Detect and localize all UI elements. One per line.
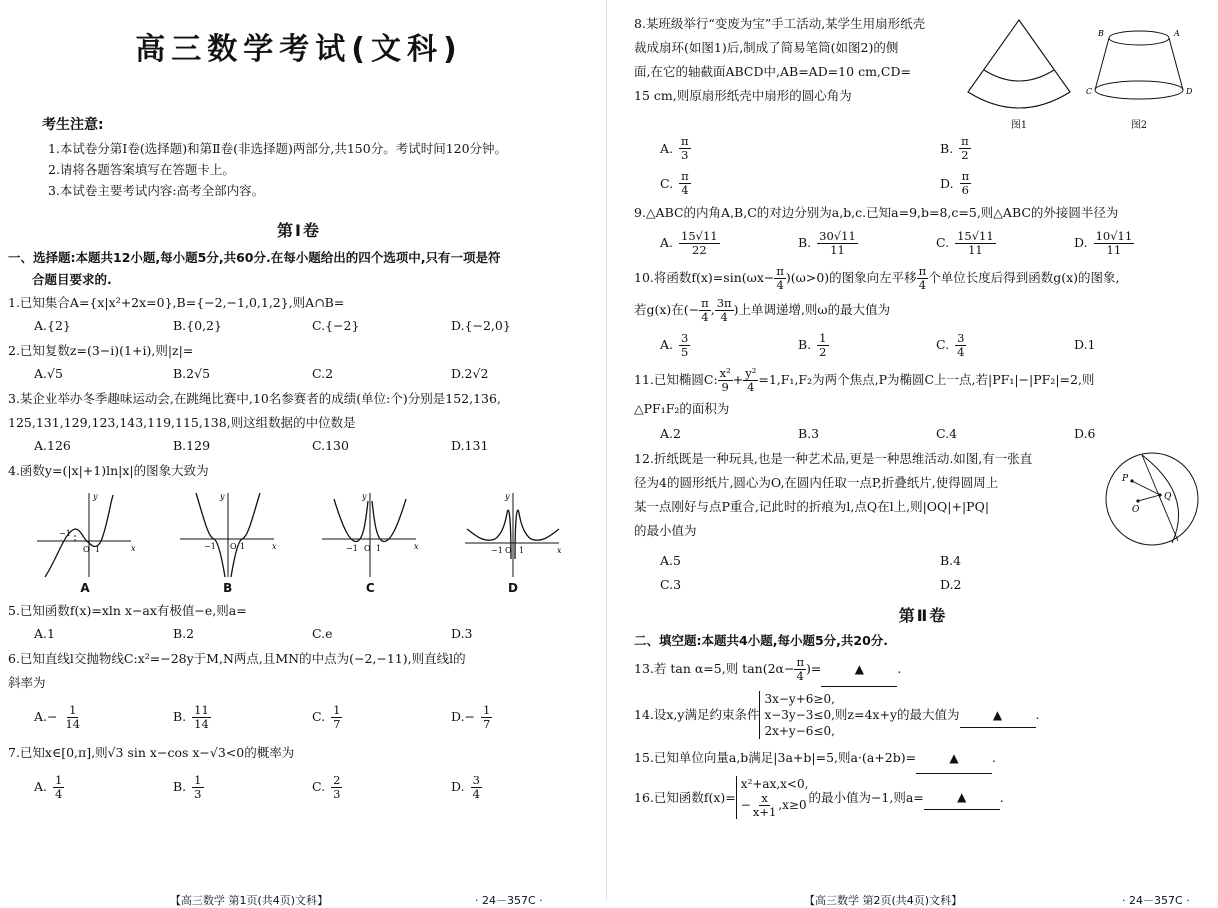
q9-option-c-prefix: C.: [936, 235, 950, 250]
notice-heading: 考生注意:: [42, 117, 104, 133]
q9-option-b: [798, 229, 936, 257]
notice-1: 1.本试卷分第Ⅰ卷(选择题)和第Ⅱ卷(非选择题)两部分,共150分。考试时间120分钟。: [48, 141, 508, 156]
q10-text-4: 若g(x)在(−: [634, 302, 700, 317]
q7-option-c: [312, 773, 451, 801]
page-1-footer-title: 【高三数学 第1页(共4页)文科】: [170, 894, 329, 907]
graph-b-plot: [178, 489, 278, 581]
q4-graph-b: [173, 489, 283, 595]
notice-2: 2.请将各题答案填写在答题卡上。: [48, 162, 235, 177]
point-a-label: A: [1174, 29, 1180, 38]
denominator: 3: [194, 786, 202, 801]
notice-3: 3.本试卷主要考试内容:高考全部内容。: [48, 183, 265, 198]
point-p-label: P: [1122, 474, 1129, 484]
svg-text:1: 1: [376, 544, 382, 553]
denominator: 4: [796, 669, 804, 683]
numerator: 15√11: [681, 228, 718, 243]
q11-stem-line-2: △PF₁F₂的面积为: [634, 401, 730, 416]
q2-stem: 2.已知复数z=(3−i)(1+i),则|z|=: [8, 343, 194, 358]
q16-end: .: [999, 789, 1004, 805]
q11-text-2: =1,F₁,F₂为两个焦点,P为椭圆C上一点,若|PF₁|−|PF₂|=2,则: [758, 372, 1095, 387]
fig-2-caption: 图2: [1130, 120, 1148, 131]
q2-option-c: C.2: [312, 366, 334, 381]
q7-option-d: [451, 773, 590, 801]
q13-stem: [634, 652, 1212, 687]
graph-c-plot: [320, 489, 420, 581]
denominator: 7: [483, 716, 491, 731]
q12-option-a: A.5: [660, 553, 681, 568]
numerator: 1: [819, 330, 827, 345]
q5-option-d: D.3: [451, 626, 473, 641]
q5-option-c: C.e: [312, 626, 333, 641]
q10-option-c-fraction: [955, 332, 966, 359]
denominator: 14: [194, 716, 209, 731]
q10-option-a-fraction: [679, 332, 690, 359]
q3-option-b: B.129: [173, 438, 211, 453]
q10-option-b-fraction: [817, 332, 828, 359]
q6-option-b-fraction: [192, 704, 211, 731]
q10-frac-left: [699, 297, 711, 324]
svg-text:1: 1: [239, 542, 245, 551]
denominator: 11: [830, 242, 845, 257]
denominator: 4: [681, 183, 689, 197]
q14-answer-blank[interactable]: ▲: [960, 703, 1036, 728]
q10-stem-line-1: [634, 263, 1212, 293]
q6-option-d-prefix: D.−: [451, 709, 476, 724]
denominator: 4: [957, 344, 965, 359]
q10-option-b: [798, 331, 936, 359]
q9-option-a-prefix: A.: [660, 235, 674, 250]
q10-option-b-prefix: B.: [798, 337, 812, 352]
q11-text-1: 11.已知椭圆C:: [634, 372, 718, 387]
q6-option-b-prefix: B.: [173, 709, 187, 724]
q7-option-b: [173, 773, 312, 801]
q6-option-a-fraction: [63, 704, 82, 731]
q8-options: [634, 135, 1212, 197]
denominator: 11: [1106, 242, 1122, 257]
q8-option-c-prefix: C.: [660, 176, 674, 191]
svg-text:y: y: [93, 492, 98, 501]
section-1-heading: [8, 247, 590, 291]
q15-end: .: [992, 750, 997, 765]
q10-frac-shift: [917, 265, 929, 292]
q7-option-b-fraction: [192, 774, 203, 801]
numerator: 3: [957, 330, 965, 345]
q12-options: [634, 549, 1212, 597]
q7-option-a-fraction: [53, 774, 64, 801]
q12-line-4: 的最小值为: [634, 523, 697, 538]
q3-stem-line-2: 125,131,129,123,143,119,115,138,则这组数据的中位数是: [8, 415, 356, 430]
point-o-label: O: [1132, 505, 1140, 515]
q8-options-row-1: [660, 135, 1212, 162]
denominator: 22: [692, 242, 707, 257]
graph-b-label: B: [223, 581, 233, 595]
q11-stem-line-1: [634, 365, 1212, 395]
point-d-label: D: [1186, 87, 1193, 96]
q16-text-2: 的最小值为−1,则a=: [808, 789, 924, 805]
q10-text-1: 10.将函数f(x)=sin(ωx−: [634, 270, 775, 285]
q15-stem: [634, 743, 1212, 774]
graph-d-plot: [463, 489, 563, 581]
q4-graph-a: [30, 489, 140, 595]
q8-figure-1: [964, 16, 1074, 131]
q10-text-2: )(ω>0)的图象向左平移: [785, 270, 917, 285]
q7-option-d-fraction: [471, 774, 482, 801]
svg-text:O: O: [504, 546, 512, 555]
svg-text:x: x: [414, 542, 419, 551]
numerator: π: [701, 296, 709, 310]
svg-text:−1: −1: [203, 542, 216, 551]
denominator: 3: [681, 148, 689, 162]
q12-line-2: 径为4的圆形纸片,圆心为O,在圆内任取一点P,折叠纸片,使得圆周上: [634, 475, 999, 490]
q3-option-a: A.126: [34, 438, 71, 453]
q8-option-d-prefix: D.: [940, 176, 954, 191]
q10-option-c-prefix: C.: [936, 337, 950, 352]
q10-frac-right: [715, 297, 734, 324]
denominator: 3: [333, 786, 341, 801]
numerator: 1: [483, 702, 491, 717]
folded-circle-figure: [1102, 449, 1202, 549]
q7-option-a: [34, 773, 173, 801]
svg-text:x: x: [131, 544, 136, 553]
q12-text: [634, 447, 1102, 549]
q2-option-a: A.√5: [34, 366, 63, 381]
q11-plus: +: [732, 372, 744, 387]
q11-frac-x: [718, 367, 733, 394]
q10-text-3: 个单位长度后得到函数g(x)的图象,: [928, 270, 1120, 285]
q10-option-d: D.1: [1074, 337, 1096, 352]
q4-graphs: [8, 483, 590, 595]
q8-figure-2: [1084, 16, 1194, 131]
denominator: x+1: [752, 805, 777, 819]
page-2-footer-title: 【高三数学 第2页(共4页)文科】: [804, 894, 963, 907]
q1-option-a: A.{2}: [34, 318, 71, 333]
page-2: [614, 0, 1218, 907]
q6-option-b: [173, 703, 312, 731]
q9-option-c-fraction: [955, 230, 996, 257]
q9-option-d-prefix: D.: [1074, 235, 1088, 250]
q12-line-3: 某一点刚好与点P重合,记此时的折痕为l,点Q在l上,则|OQ|+|PQ|: [634, 499, 990, 514]
q16-frac: [751, 792, 778, 819]
q16-case-2-cond: ,x≥0: [778, 798, 807, 812]
q15-text: 15.已知单位向量a,b满足|3a+b|=5,则a·(a+2b)=: [634, 750, 917, 765]
svg-text:O: O: [83, 545, 90, 554]
q2-options: [8, 363, 590, 385]
svg-text:x: x: [556, 546, 562, 555]
q8-option-b-fraction: [959, 135, 971, 162]
q6-options: [8, 703, 590, 731]
q1-option-c: C.{−2}: [312, 318, 360, 333]
q12-options-row-1: [660, 549, 1212, 573]
q16-answer-blank[interactable]: ▲: [924, 785, 1000, 810]
q2-option-b: B.2√5: [173, 366, 211, 381]
q13-answer-blank[interactable]: ▲: [821, 652, 897, 687]
numerator: π: [961, 134, 969, 148]
page-1: [0, 0, 600, 907]
q8-figures: [964, 12, 1194, 131]
denominator: 11: [968, 242, 983, 257]
q6-option-c: [312, 703, 451, 731]
q8-line-1: 8.某班级举行“变废为宝”手工活动,某学生用扇形纸壳: [634, 16, 926, 31]
q16-case-1: x²+ax,x<0,: [740, 777, 809, 791]
q8-option-c: [660, 170, 940, 197]
q4-graph-d: [458, 489, 568, 595]
graph-c-label: C: [365, 581, 375, 595]
q8-line-4: 15 cm,则原扇形纸壳中扇形的圆心角为: [634, 88, 852, 103]
q12-line-1: 12.折纸既是一种玩具,也是一种艺术品,更是一种思维活动.如图,有一张直: [634, 451, 1033, 466]
q8-block: [634, 12, 1212, 131]
numerator: y²: [745, 366, 757, 380]
q16-minus: −: [740, 798, 751, 812]
denominator: 4: [701, 310, 709, 324]
q8-option-b: [940, 135, 971, 162]
svg-text:−1: −1: [59, 529, 71, 538]
q5-option-a: A.1: [34, 626, 55, 641]
denominator: 2: [819, 344, 827, 359]
q1-stem: 1.已知集合A={x|x²+2x=0},B={−2,−1,0,1,2},则A∩B=: [8, 295, 345, 310]
q11-option-b: B.3: [798, 426, 820, 441]
q13-end: .: [897, 661, 902, 676]
denominator: 4: [747, 380, 755, 394]
q9-option-b-prefix: B.: [798, 235, 812, 250]
q12-option-c: C.3: [660, 577, 682, 592]
q9-option-d-fraction: [1094, 230, 1135, 257]
section-1-line-1: 一、选择题:本题共12小题,每小题5分,共60分.在每小题给出的四个选项中,只有一项是符: [8, 250, 501, 265]
graph-a-label: A: [80, 581, 90, 595]
exam-title: 高三数学考试(文科): [135, 32, 463, 67]
q9-option-a-fraction: [679, 230, 720, 257]
q6-stem-line-1: 6.已知直线l交抛物线C:x²=−28y于M,N两点,且MN的中点为(−2,−11),则直线l的: [8, 651, 466, 666]
q13-text-2: )=: [806, 661, 822, 676]
q2-option-d: D.2√2: [451, 366, 489, 381]
svg-text:O: O: [364, 544, 371, 553]
q14-text-2: 则z=4x+y的最大值为: [834, 707, 960, 722]
q7-stem: 7.已知x∈[0,π],则√3 sin x−cos x−√3<0的概率为: [8, 745, 295, 760]
q11-frac-y: [743, 367, 758, 394]
numerator: 1: [69, 702, 77, 717]
numerator: π: [776, 264, 784, 278]
numerator: 1: [333, 702, 341, 717]
q12-options-row-2: [660, 573, 1212, 597]
q12-option-b: B.4: [940, 553, 962, 568]
q8-option-c-fraction: [679, 170, 691, 197]
denominator: 4: [918, 278, 927, 292]
q1-options: [8, 315, 590, 337]
numerator: 2: [333, 772, 341, 787]
q3-options: [8, 435, 590, 457]
q10-options: [634, 331, 1212, 359]
denominator: 7: [333, 716, 341, 731]
q11-option-c: C.4: [936, 426, 958, 441]
q14-constraint-1: 3x−y+6≥0,: [764, 692, 835, 706]
denominator: 14: [65, 716, 81, 731]
point-c-label: C: [1086, 87, 1093, 96]
numerator: 1: [55, 772, 63, 787]
q6-option-c-prefix: C.: [312, 709, 326, 724]
q6-stem-line-2: 斜率为: [8, 675, 46, 690]
numerator: π: [918, 264, 927, 278]
q8-text: [634, 12, 964, 131]
q8-line-2: 裁成扇环(如图1)后,制成了简易笔筒(如图2)的侧: [634, 40, 899, 55]
q10-text-6: )上单调递增,则ω的最大值为: [733, 302, 891, 317]
q14-text-1: 14.设x,y满足约束条件: [634, 707, 760, 722]
fig-1-caption: 图1: [1010, 120, 1028, 131]
q7-option-a-prefix: A.: [34, 779, 48, 794]
q4-stem: 4.函数y=(|x|+1)ln|x|的图象大致为: [8, 463, 209, 478]
graph-d-label: D: [507, 581, 518, 595]
page-2-footer-code: · 24－357C ·: [1122, 894, 1190, 907]
pen-holder-figure: [1084, 16, 1194, 112]
denominator: 9: [721, 380, 729, 394]
q8-option-d-fraction: [960, 170, 972, 197]
q4-graph-c: [315, 489, 425, 595]
q14-constraint-2: x−3y−3≤0,: [764, 708, 835, 722]
denominator: 4: [776, 278, 784, 292]
numerator: 1: [194, 772, 202, 787]
q5-option-b: B.2: [173, 626, 195, 641]
q13-text-1: 13.若 tan α=5,则 tan(2α−: [634, 661, 795, 676]
q9-options: [634, 229, 1212, 257]
point-b-label: B: [1098, 29, 1104, 38]
part-1-heading: 第Ⅰ卷: [277, 221, 321, 240]
q16-case-2: [741, 792, 809, 819]
page-divider: [606, 0, 607, 900]
q8-option-b-prefix: B.: [940, 141, 954, 156]
q16-stem: [634, 776, 1212, 819]
q10-option-c: [936, 331, 1074, 359]
q16-text-1: 16.已知函数f(x)=: [634, 789, 736, 805]
denominator: 2: [961, 148, 969, 162]
q7-option-c-fraction: [331, 774, 342, 801]
q12-block: [634, 447, 1212, 549]
svg-text:y: y: [504, 492, 510, 501]
q9-option-b-fraction: [817, 230, 858, 257]
graph-a-plot: [35, 489, 135, 581]
q5-options: [8, 623, 590, 645]
q14-stem: [634, 691, 1212, 739]
q3-option-d: D.131: [451, 438, 489, 453]
q10-frac-pi-4: [774, 265, 786, 292]
q8-options-row-2: [660, 170, 1212, 197]
denominator: 4: [472, 786, 480, 801]
svg-text:−1: −1: [490, 546, 503, 555]
svg-text:1: 1: [518, 546, 525, 555]
section-1-line-2: 合题目要求的.: [32, 272, 112, 287]
denominator: 4: [55, 786, 63, 801]
q12-option-d: D.2: [940, 577, 962, 592]
svg-text:1: 1: [95, 545, 101, 554]
q14-constraints: [759, 691, 834, 739]
point-q-label: Q: [1164, 492, 1172, 502]
svg-text:−1: −1: [346, 544, 359, 553]
numerator: 3π: [716, 296, 732, 310]
q10-option-a: [660, 331, 798, 359]
numerator: 11: [194, 702, 209, 717]
q10-text-5: ,: [710, 302, 715, 317]
q14-constraint-3: 2x+y−6≤0,: [764, 724, 835, 738]
numerator: π: [681, 169, 689, 183]
q9-option-a: [660, 229, 798, 257]
numerator: π: [796, 655, 804, 669]
q3-option-c: C.130: [312, 438, 349, 453]
q1-option-d: D.{−2,0}: [451, 318, 511, 333]
svg-text:O: O: [229, 542, 237, 551]
q8-option-d: [940, 170, 971, 197]
denominator: 4: [720, 310, 728, 324]
numerator: 10√11: [1095, 228, 1133, 243]
q13-frac-pi-4: [794, 656, 806, 683]
denominator: 5: [681, 344, 689, 359]
numerator: 3: [472, 772, 480, 787]
numerator: x²: [719, 366, 731, 380]
q6-option-d: [451, 703, 590, 731]
q9-stem: 9.△ABC的内角A,B,C的对边分别为a,b,c.已知a=9,b=8,c=5,则△ABC的外接圆半径为: [634, 205, 1119, 220]
q6-option-a-prefix: A.−: [34, 709, 58, 724]
q9-option-c: [936, 229, 1074, 257]
numerator: π: [681, 134, 689, 148]
q10-stem-line-2: [634, 293, 1212, 327]
q9-option-d: [1074, 229, 1212, 257]
section-2-heading: 二、填空题:本题共4小题,每小题5分,共20分.: [634, 633, 889, 648]
q7-option-d-prefix: D.: [451, 779, 465, 794]
q16-piecewise: [736, 776, 809, 819]
q14-end: .: [1035, 707, 1040, 722]
numerator: 15√11: [957, 228, 994, 243]
numerator: 30√11: [819, 228, 856, 243]
page-1-footer-code: · 24－357C ·: [475, 894, 543, 907]
q11-options: [634, 423, 1212, 445]
q3-stem-line-1: 3.某企业举办冬季趣味运动会,在跳绳比赛中,10名参赛者的成绩(单位:个)分别是152,136,: [8, 391, 501, 406]
sector-ring-figure: [964, 16, 1074, 112]
numerator: 3: [681, 330, 689, 345]
q10-option-a-prefix: A.: [660, 337, 674, 352]
part-2-heading: 第Ⅱ卷: [898, 606, 948, 625]
q11-option-d: D.6: [1074, 426, 1096, 441]
q6-option-d-fraction: [481, 704, 492, 731]
q7-option-c-prefix: C.: [312, 779, 326, 794]
q6-option-a: [34, 703, 173, 731]
q6-option-c-fraction: [331, 704, 342, 731]
q15-answer-blank[interactable]: ▲: [916, 743, 992, 774]
q8-option-a: [660, 135, 940, 162]
denominator: 6: [961, 183, 969, 197]
svg-text:y: y: [362, 492, 367, 501]
q8-option-a-prefix: A.: [660, 141, 674, 156]
q7-option-b-prefix: B.: [173, 779, 187, 794]
numerator: x: [761, 791, 768, 805]
q8-line-3: 面,在它的轴截面ABCD中,AB=AD=10 cm,CD=: [634, 64, 911, 79]
svg-text:y: y: [219, 492, 225, 501]
q5-stem: 5.已知函数f(x)=xln x−ax有极值−e,则a=: [8, 603, 247, 618]
q8-option-a-fraction: [679, 135, 691, 162]
numerator: π: [961, 169, 970, 183]
q11-option-a: A.2: [660, 426, 681, 441]
q7-options: [8, 773, 590, 801]
q1-option-b: B.{0,2}: [173, 318, 222, 333]
svg-text:x: x: [271, 542, 277, 551]
